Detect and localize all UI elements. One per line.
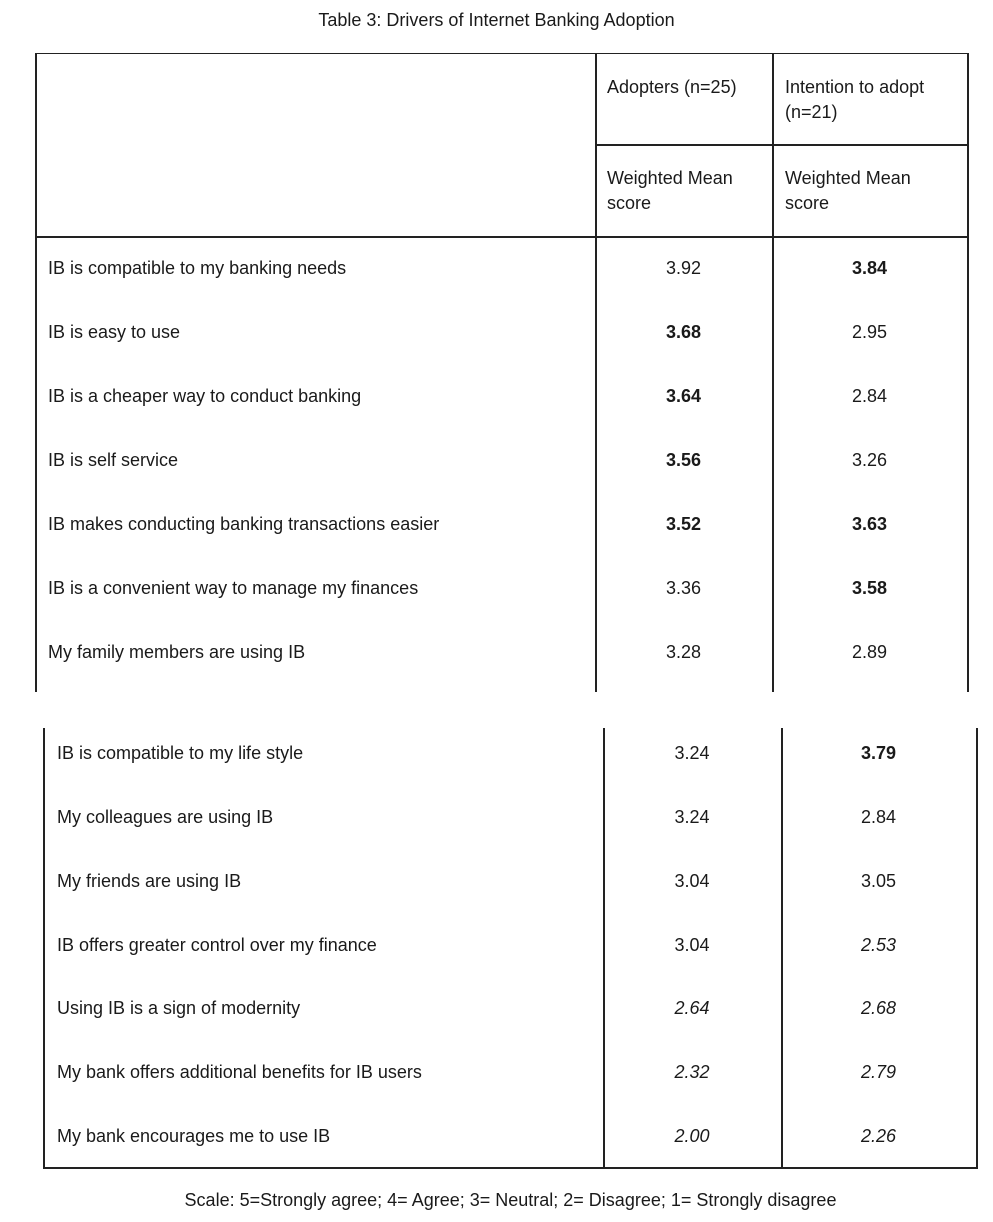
row-label: IB offers greater control over my finance [57,935,377,955]
intention-score: 2.79 [860,1062,897,1082]
scale-note: Scale: 5=Strongly agree; 4= Agree; 3= Neutral; 2= Disagree; 1= Strongly disagree [184,1190,837,1210]
subheader-intention-line2: score [785,193,830,213]
table-bottom-border [43,1167,978,1169]
table-part-1 [35,53,969,692]
row-label: IB is compatible to my banking needs [48,258,347,278]
header-divider [595,144,969,146]
row-label: Using IB is a sign of modernity [57,998,301,1018]
header-bottom-border [35,236,969,238]
row-label: My friends are using IB [57,871,242,891]
adopters-score: 2.00 [674,1126,710,1146]
row-label: IB is a cheaper way to conduct banking [48,386,362,406]
table-border-right [967,54,969,692]
table-border-left [35,54,37,692]
adopters-score: 3.64 [665,386,702,406]
header-adopters: Adopters (n=25) [607,77,737,97]
adopters-score: 3.92 [665,258,702,278]
adopters-score: 3.52 [665,514,702,534]
intention-score: 2.89 [851,642,888,662]
intention-score: 3.63 [851,514,888,534]
intention-score: 2.53 [860,935,897,955]
intention-score: 3.58 [851,578,888,598]
subheader-intention [785,166,911,216]
adopters-score: 3.24 [674,743,710,763]
table-part-2 [43,728,979,1169]
subheader-adopters-line1: Weighted Mean [607,168,733,188]
adopters-score: 3.24 [674,807,710,827]
row-label: My bank offers additional benefits for IB users [57,1062,422,1082]
row-label: IB is self service [48,450,179,470]
table-title: Table 3: Drivers of Internet Banking Adoption [318,10,675,30]
adopters-score: 3.36 [665,578,702,598]
table-border-right [976,728,978,1169]
row-label: My family members are using IB [48,642,306,662]
subheader-adopters-line2: score [607,193,652,213]
header-intention-line2: (n=21) [785,102,838,122]
row-label: My bank encourages me to use IB [57,1126,331,1146]
intention-score: 3.05 [860,871,897,891]
adopters-score: 3.04 [674,871,710,891]
intention-score: 2.84 [851,386,888,406]
subheader-adopters [607,166,733,216]
header-intention-line1: Intention to adopt [785,77,925,97]
adopters-score: 3.28 [665,642,702,662]
intention-score: 2.84 [860,807,897,827]
adopters-score: 2.32 [674,1062,710,1082]
row-label: IB is easy to use [48,322,181,342]
intention-score: 3.84 [851,258,888,278]
intention-score: 2.95 [851,322,888,342]
row-label: My colleagues are using IB [57,807,274,827]
table-border-left [43,728,45,1169]
adopters-score: 3.04 [674,935,710,955]
intention-score: 2.26 [860,1126,897,1146]
row-label: IB makes conducting banking transactions easier [48,514,440,534]
intention-score: 2.68 [860,998,897,1018]
intention-score: 3.26 [851,450,888,470]
header-intention [785,75,924,125]
adopters-score: 2.64 [674,998,710,1018]
row-label: IB is a convenient way to manage my finances [48,578,419,598]
subheader-intention-line1: Weighted Mean [785,168,911,188]
adopters-score: 3.56 [665,450,702,470]
row-label: IB is compatible to my life style [57,743,304,763]
adopters-score: 3.68 [665,322,702,342]
intention-score: 3.79 [860,743,897,763]
